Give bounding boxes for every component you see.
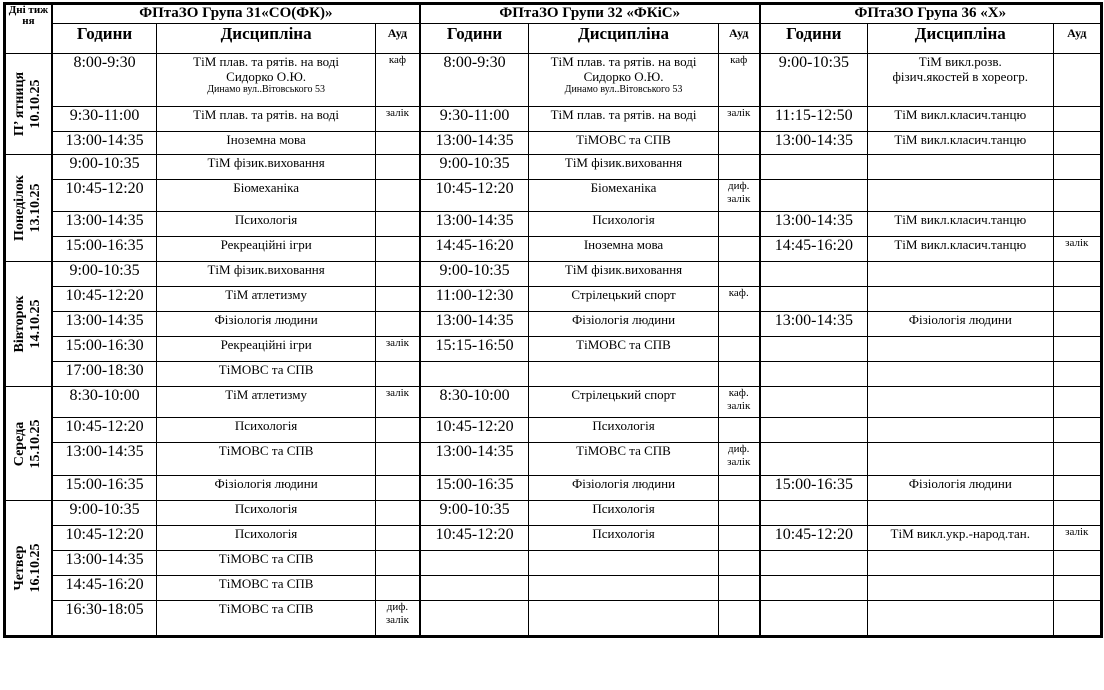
time-cell: 13:00-14:35 [420,132,529,155]
hours-header: Години [52,24,157,54]
room-cell: залік [376,107,420,132]
schedule-row [6,443,1101,476]
time-cell: 14:45-16:20 [420,237,529,262]
room-cell: диф. залік [718,443,759,476]
room-cell [718,262,759,287]
time-cell: 17:00-18:30 [52,362,157,387]
schedule-row [6,337,1101,362]
time-cell: 15:15-16:50 [420,337,529,362]
subject-cell: ТіМОВС та СПВ [529,337,719,362]
time-cell: 16:30-18:05 [52,601,157,636]
time-cell: 10:45-12:20 [52,287,157,312]
subject-cell: ТіМОВС та СПВ [157,601,376,636]
room-cell [718,501,759,526]
subject-cell: Фізіологія людини [529,312,719,337]
room-cell [718,601,759,636]
day-label: П’ ятниця 10.10.25 [6,54,52,155]
subject-cell [868,362,1054,387]
time-cell: 13:00-14:35 [52,132,157,155]
subject-cell [868,387,1054,418]
room-cell: диф. залік [718,180,759,212]
room-cell: каф [376,54,420,107]
subject-cell: Стрілецький спорт [529,287,719,312]
room-cell [376,237,420,262]
subject-cell [868,601,1054,636]
subject-cell: ТіМ викл.класич.танцю [868,237,1054,262]
room-header: Ауд [718,24,759,54]
subject-cell [529,362,719,387]
subject-cell [868,180,1054,212]
time-cell: 10:45-12:20 [760,526,868,551]
room-cell [718,132,759,155]
time-cell: 11:15-12:50 [760,107,868,132]
schedule-row [6,54,1101,107]
schedule-row [6,155,1101,180]
time-cell: 13:00-14:35 [760,212,868,237]
time-cell: 15:00-16:30 [52,337,157,362]
day-label: Четвер 16.10.25 [6,501,52,636]
subject-cell: Стрілецький спорт [529,387,719,418]
time-cell: 15:00-16:35 [420,476,529,501]
subject-cell: Психологія [529,501,719,526]
subject-cell: Фізіологія людини [868,312,1054,337]
room-cell: каф [718,54,759,107]
subject-cell: Рекреаційні ігри [157,337,376,362]
subject-cell: Біомеханіка [529,180,719,212]
schedule-row [6,551,1101,576]
time-cell: 13:00-14:35 [52,551,157,576]
time-cell: 8:30-10:00 [420,387,529,418]
schedule-row [6,501,1101,526]
schedule-row [6,418,1101,443]
room-cell [718,576,759,601]
schedule-table [5,4,1101,636]
time-cell: 13:00-14:35 [52,312,157,337]
subject-cell: ТіМОВС та СПВ [157,576,376,601]
schedule-row [6,237,1101,262]
subject-cell: Рекреаційні ігри [157,237,376,262]
time-cell [760,418,868,443]
subject-cell: Психологія [157,501,376,526]
subject-cell [868,287,1054,312]
subject-cell: Фізіологія людини [157,312,376,337]
room-cell [376,501,420,526]
room-cell [718,155,759,180]
room-cell [1053,180,1100,212]
subject-cell: ТіМ викл.класич.танцю [868,132,1054,155]
subject-header: Дисципліна [868,24,1054,54]
time-cell: 15:00-16:35 [760,476,868,501]
room-cell [1053,418,1100,443]
schedule-row [6,476,1101,501]
room-cell [1053,155,1100,180]
schedule-row [6,180,1101,212]
subject-cell: ТіМОВС та СПВ [157,362,376,387]
time-cell: 9:00-10:35 [420,262,529,287]
subject-cell: ТіМ плав. та рятів. на воді [157,107,376,132]
subject-cell [868,576,1054,601]
schedule-row [6,287,1101,312]
subject-cell: Фізіологія людини [157,476,376,501]
room-cell [718,312,759,337]
time-cell: 8:30-10:00 [52,387,157,418]
time-cell: 9:30-11:00 [420,107,529,132]
room-cell [1053,107,1100,132]
subject-cell: Фізіологія людини [529,476,719,501]
hours-header: Години [760,24,868,54]
subject-cell: ТіМ плав. та рятів. на воді Сидорко О.Ю. Динамо вул..Вітовського 53 [529,54,719,107]
time-cell: 10:45-12:20 [420,418,529,443]
room-cell: каф. залік [718,387,759,418]
time-cell: 10:45-12:20 [420,180,529,212]
room-cell [718,362,759,387]
room-cell [1053,551,1100,576]
schedule-row [6,601,1101,636]
time-cell [760,387,868,418]
room-cell [1053,601,1100,636]
time-cell: 13:00-14:35 [52,443,157,476]
hours-header: Години [420,24,529,54]
time-cell [760,155,868,180]
subject-cell [529,601,719,636]
room-cell [376,180,420,212]
room-cell [718,418,759,443]
room-cell [718,212,759,237]
subject-cell: ТіМОВС та СПВ [529,132,719,155]
room-header: Ауд [376,24,420,54]
time-cell: 9:00-10:35 [52,155,157,180]
schedule-row [6,576,1101,601]
schedule-row [6,212,1101,237]
time-cell [420,362,529,387]
room-cell [376,132,420,155]
time-cell: 10:45-12:20 [52,180,157,212]
room-cell [718,551,759,576]
schedule-row [6,387,1101,418]
room-cell [376,262,420,287]
subject-cell: ТіМ викл.укр.-народ.тан. [868,526,1054,551]
room-cell [1053,362,1100,387]
room-cell [376,418,420,443]
time-cell: 14:45-16:20 [52,576,157,601]
time-cell: 9:00-10:35 [420,501,529,526]
subject-cell: ТіМ викл.розв. фізич.якостей в хореогр. [868,54,1054,107]
subject-cell: ТіМ атлетизму [157,287,376,312]
subject-cell [868,501,1054,526]
subject-cell: ТіМ фізик.виховання [157,155,376,180]
room-cell [1053,312,1100,337]
location-note: Динамо вул..Вітовського 53 [207,84,325,95]
subject-cell: Іноземна мова [529,237,719,262]
time-cell: 10:45-12:20 [52,418,157,443]
room-cell [376,362,420,387]
subject-cell: Психологія [529,418,719,443]
room-cell [718,337,759,362]
time-cell: 13:00-14:35 [420,443,529,476]
room-cell [718,237,759,262]
time-cell [760,551,868,576]
room-cell [376,526,420,551]
day-column-header: Дні тиж ня [6,5,52,54]
subject-cell: Психологія [157,212,376,237]
room-cell [376,476,420,501]
time-cell: 10:45-12:20 [420,526,529,551]
time-cell: 10:45-12:20 [52,526,157,551]
time-cell: 14:45-16:20 [760,237,868,262]
time-cell [760,337,868,362]
time-cell [760,287,868,312]
group-36-header: ФПтаЗО Група 36 «Х» [760,5,1101,24]
time-cell: 13:00-14:35 [420,312,529,337]
time-cell [760,501,868,526]
day-label: Середа 15.10.25 [6,387,52,501]
subject-cell: ТіМ викл.класич.танцю [868,107,1054,132]
room-cell: залік [1053,237,1100,262]
room-cell [718,476,759,501]
room-cell [1053,576,1100,601]
time-cell: 13:00-14:35 [760,132,868,155]
subject-cell: Фізіологія людини [868,476,1054,501]
time-cell: 9:00-10:35 [52,262,157,287]
subject-cell: Іноземна мова [157,132,376,155]
time-cell: 15:00-16:35 [52,237,157,262]
time-cell: 8:00-9:30 [420,54,529,107]
time-cell [760,576,868,601]
subject-cell: ТіМ фізик.виховання [157,262,376,287]
time-cell: 13:00-14:35 [52,212,157,237]
time-cell [760,262,868,287]
room-cell [376,576,420,601]
room-cell [1053,262,1100,287]
time-cell [760,443,868,476]
time-cell [760,180,868,212]
subject-cell [529,551,719,576]
subject-cell: Психологія [529,526,719,551]
room-cell [1053,337,1100,362]
subject-cell: Психологія [157,526,376,551]
subject-header: Дисципліна [157,24,376,54]
time-cell: 13:00-14:35 [760,312,868,337]
time-cell: 15:00-16:35 [52,476,157,501]
room-cell [1053,132,1100,155]
room-cell [376,443,420,476]
time-cell: 11:00-12:30 [420,287,529,312]
time-cell [760,362,868,387]
room-cell [376,312,420,337]
time-cell [420,551,529,576]
subject-cell: Психологія [529,212,719,237]
time-cell: 9:00-10:35 [760,54,868,107]
time-cell [760,601,868,636]
room-cell: залік [1053,526,1100,551]
schedule-row [6,526,1101,551]
room-cell [376,551,420,576]
group-32-header: ФПтаЗО Групи 32 «ФКіС» [420,5,760,24]
subject-cell [868,418,1054,443]
subject-cell: ТіМ фізик.виховання [529,155,719,180]
subject-cell: ТіМ фізик.виховання [529,262,719,287]
room-cell [376,287,420,312]
room-cell [1053,54,1100,107]
schedule-row [6,107,1101,132]
day-label: Понеділок 13.10.25 [6,155,52,262]
room-cell [1053,287,1100,312]
room-cell: залік [718,107,759,132]
subject-cell [529,576,719,601]
subject-cell [868,155,1054,180]
location-note: Динамо вул..Вітовського 53 [564,84,683,95]
subject-cell: ТіМОВС та СПВ [157,443,376,476]
time-cell: 8:00-9:30 [52,54,157,107]
subject-cell [868,262,1054,287]
time-cell [420,601,529,636]
schedule-row [6,312,1101,337]
subject-cell [868,443,1054,476]
subject-cell [868,337,1054,362]
room-cell [718,526,759,551]
room-cell: залік [376,337,420,362]
subject-cell: Психологія [157,418,376,443]
room-cell [376,155,420,180]
schedule-row [6,132,1101,155]
subject-cell: ТіМ плав. та рятів. на воді [529,107,719,132]
time-cell: 9:00-10:35 [420,155,529,180]
schedule-row [6,362,1101,387]
room-cell: залік [376,387,420,418]
room-cell [1053,443,1100,476]
day-label: Вівторок 14.10.25 [6,262,52,387]
subject-cell: ТіМОВС та СПВ [157,551,376,576]
subject-cell: ТіМОВС та СПВ [529,443,719,476]
room-header: Ауд [1053,24,1100,54]
time-cell: 9:30-11:00 [52,107,157,132]
room-cell [1053,476,1100,501]
time-cell: 13:00-14:35 [420,212,529,237]
subject-cell [868,551,1054,576]
schedule-body [6,54,1101,636]
room-cell [376,212,420,237]
subject-header: Дисципліна [529,24,719,54]
subject-cell: ТіМ плав. та рятів. на воді Сидорко О.Ю. Динамо вул..Вітовського 53 [157,54,376,107]
schedule-row [6,262,1101,287]
time-cell: 9:00-10:35 [52,501,157,526]
room-cell: диф. залік [376,601,420,636]
group-31-header: ФПтаЗО Група 31«СО(ФК)» [52,5,420,24]
room-cell [1053,387,1100,418]
room-cell [1053,501,1100,526]
subject-cell: ТіМ атлетизму [157,387,376,418]
room-cell [1053,212,1100,237]
subject-cell: Біомеханіка [157,180,376,212]
time-cell [420,576,529,601]
subject-cell: ТіМ викл.класич.танцю [868,212,1054,237]
room-cell: каф. [718,287,759,312]
